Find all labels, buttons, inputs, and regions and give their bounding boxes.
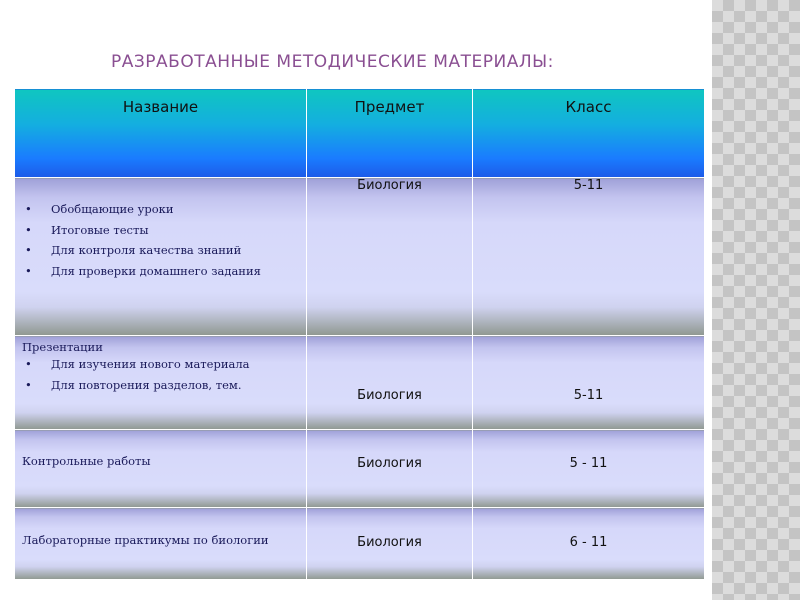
name-list — [15, 178, 306, 281]
subject-cell — [307, 508, 473, 580]
grade-cell — [473, 336, 705, 430]
name-cell — [15, 336, 307, 430]
decorative-side-pattern — [712, 0, 800, 600]
grade-cell: 5-11 — [473, 178, 705, 336]
subject-text: Биология — [357, 388, 422, 403]
name-cell — [15, 178, 307, 336]
subject-text: Биология — [357, 535, 422, 550]
page-title: РАЗРАБОТАННЫЕ МЕТОДИЧЕСКИЕ МАТЕРИАЛЫ: — [111, 52, 554, 72]
grade-cell — [473, 508, 705, 580]
row-heading: Презентации — [22, 340, 103, 354]
grade-text: 5 - 11 — [569, 456, 608, 471]
list-item: • Обобщающие уроки — [51, 199, 306, 220]
name-list — [15, 354, 306, 395]
list-item: • Итоговые тесты — [51, 220, 306, 241]
name-cell — [15, 430, 307, 508]
subject-cell — [307, 430, 473, 508]
row-heading: Лабораторные практикумы по биологии — [22, 533, 269, 547]
grade-cell — [473, 430, 705, 508]
name-cell — [15, 508, 307, 580]
table-header-row — [15, 89, 705, 178]
list-item: • Для контроля качества знаний — [51, 240, 306, 261]
table-row — [15, 430, 705, 508]
row-heading: Контрольные работы — [22, 454, 151, 468]
subject-cell: Биология — [307, 178, 473, 336]
column-header-grade: Класс — [473, 89, 705, 178]
grade-text: 5-11 — [573, 388, 604, 403]
table-row — [15, 508, 705, 580]
materials-table — [14, 88, 705, 580]
table-row — [15, 178, 705, 336]
grade-text: 6 - 11 — [569, 535, 608, 550]
subject-text: Биология — [357, 456, 422, 471]
list-item: • Для проверки домашнего задания — [51, 261, 306, 282]
list-item: • Для повторения разделов, тем. — [51, 375, 306, 396]
column-header-name: Название — [15, 89, 307, 178]
subject-cell — [307, 336, 473, 430]
list-item: • Для изучения нового материала — [51, 354, 306, 375]
table-row — [15, 336, 705, 430]
column-header-subject: Предмет — [307, 89, 473, 178]
